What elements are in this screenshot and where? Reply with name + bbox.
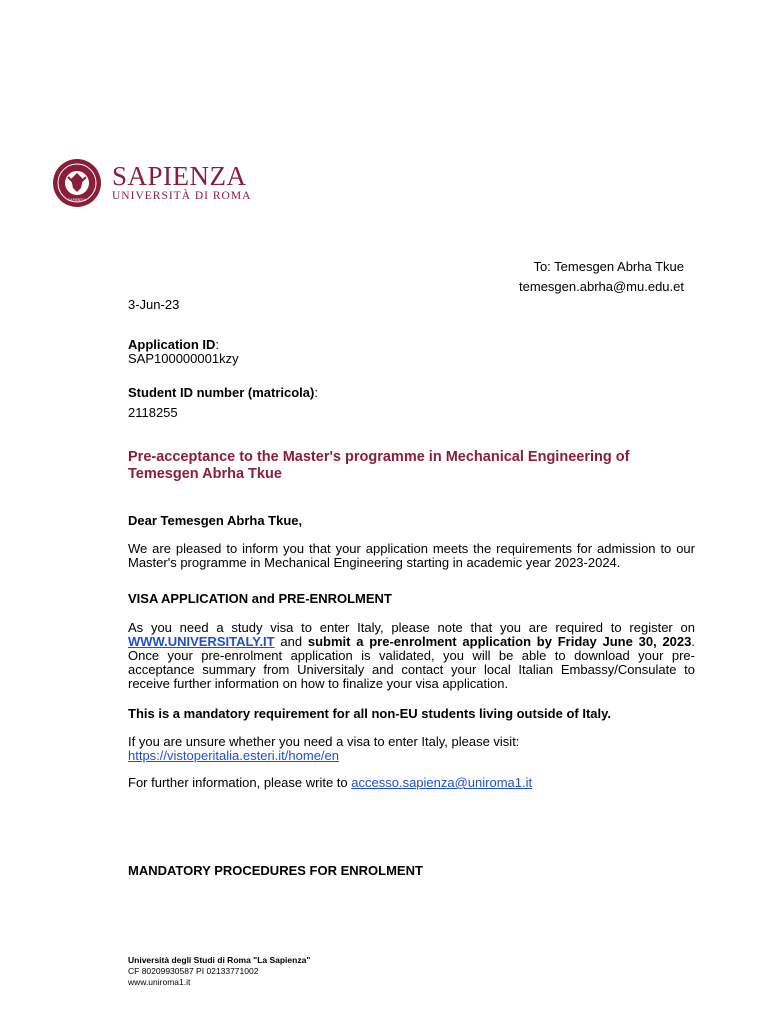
university-name: [112, 163, 251, 203]
visa-website-link[interactable]: https://vistoperitalia.esteri.it/home/en: [128, 748, 339, 763]
universitaly-link[interactable]: WWW.UNIVERSITALY.IT: [128, 634, 275, 649]
visa-heading: VISA APPLICATION and PRE-ENROLMENT: [128, 591, 392, 606]
salutation: Dear Temesgen Abrha Tkue,: [128, 513, 303, 528]
letter-date: 3-Jun-23: [128, 297, 180, 312]
footer-tax-codes: CF 80209930587 PI 02133771002: [128, 966, 259, 976]
intro-paragraph: We are pleased to inform you that your application meets the requirements for admission to our Master's programme in Mechanical Engineering starting in academic year 2023-2024.: [128, 541, 695, 570]
footer-university: Università degli Studi di Roma "La Sapienza": [128, 955, 311, 965]
letter-title: Pre-acceptance to the Master's programme in Mechanical Engineering of Temesgen Abrha Tkue: [128, 449, 630, 482]
student-id-label: Student ID number (matricola): [128, 385, 315, 400]
visa-paragraph-and: and: [274, 634, 308, 649]
letterhead: [52, 158, 251, 208]
visa-deadline: submit a pre-enrolment application by Friday June 30, 2023: [307, 634, 692, 649]
visa-unsure-text: If you are unsure whether you need a visa to enter Italy, please visit:: [128, 734, 520, 749]
visa-paragraph: [128, 621, 695, 691]
application-id-colon: :: [215, 337, 220, 352]
recipient-name: To: Temesgen Abrha Tkue: [533, 259, 684, 274]
footer: [128, 955, 310, 988]
university-name-sub: UNIVERSITÀ DI ROMA: [112, 190, 252, 202]
student-id-value: 2118255: [128, 405, 178, 420]
recipient-block: [519, 257, 684, 297]
mandatory-notice: This is a mandatory requirement for all non-EU students living outside of Italy.: [128, 706, 611, 721]
contact-email-link[interactable]: accesso.sapienza@uniroma1.it: [351, 775, 533, 790]
further-info: [128, 776, 695, 790]
university-name-main: SAPIENZA: [112, 161, 247, 191]
application-id-value: SAP100000001kzy: [128, 351, 239, 366]
university-seal-icon: [52, 158, 102, 208]
application-id-block: [128, 338, 695, 366]
visa-paragraph-end: . Once your pre-enrolment application is validated, you will be able to download your pre-acceptance summary from Universitaly and contact your local Italian Embassy/Consulate to receive further information on how to finalize your visa application.: [128, 634, 695, 691]
application-id-label: Application ID: [128, 337, 216, 352]
footer-website: www.uniroma1.it: [128, 977, 191, 987]
visa-paragraph-start: As you need a study visa to enter Italy, please note that you are required to register on: [128, 620, 695, 635]
further-info-text: For further information, please write to: [128, 775, 352, 790]
visa-info-block: [128, 735, 695, 763]
recipient-email: temesgen.abrha@mu.edu.et: [519, 279, 684, 294]
procedures-heading: MANDATORY PROCEDURES FOR ENROLMENT: [128, 863, 423, 878]
student-id-block: [128, 386, 695, 420]
student-id-colon: :: [314, 385, 318, 400]
svg-text:SAPIENTIA: SAPIENTIA: [67, 198, 87, 202]
